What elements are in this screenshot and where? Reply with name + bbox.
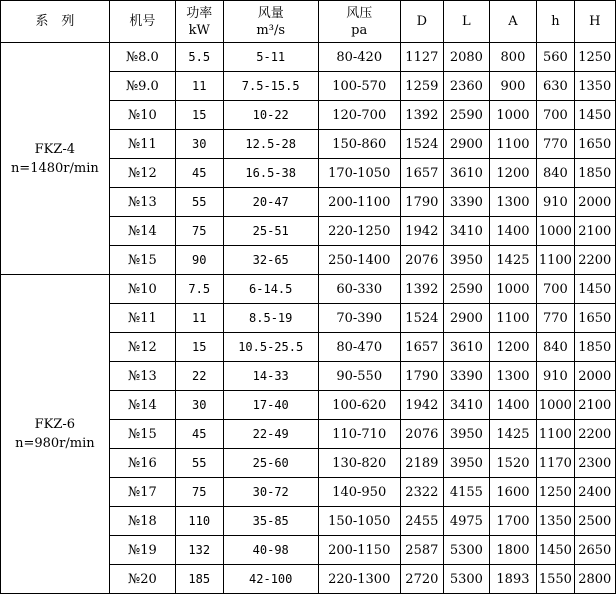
cell-h-lower: 700	[537, 101, 574, 130]
series-cell	[1, 275, 110, 594]
cell-d: 1657	[400, 159, 443, 188]
cell-flow: 17-40	[223, 391, 318, 420]
cell-a: 800	[489, 43, 537, 72]
cell-flow: 25-60	[223, 449, 318, 478]
table-body	[1, 43, 616, 594]
cell-d: 1657	[400, 333, 443, 362]
cell-d: 2455	[400, 507, 443, 536]
table-row	[1, 43, 616, 72]
cell-h-upper: 1450	[574, 275, 615, 304]
cell-a: 1520	[489, 449, 537, 478]
cell-power: 11	[175, 304, 223, 333]
cell-pressure: 170-1050	[318, 159, 400, 188]
header-h-upper: H	[574, 1, 615, 43]
cell-h-upper: 2200	[574, 246, 615, 275]
cell-l: 2080	[444, 43, 490, 72]
cell-model: №15	[109, 246, 175, 275]
cell-pressure: 100-570	[318, 72, 400, 101]
cell-flow: 42-100	[223, 565, 318, 594]
cell-pressure: 70-390	[318, 304, 400, 333]
cell-model: №11	[109, 304, 175, 333]
cell-l: 2900	[444, 130, 490, 159]
header-h-lower: h	[537, 1, 574, 43]
cell-h-upper: 2400	[574, 478, 615, 507]
cell-h-upper: 1350	[574, 72, 615, 101]
cell-power: 15	[175, 333, 223, 362]
cell-flow: 16.5-38	[223, 159, 318, 188]
cell-power: 30	[175, 130, 223, 159]
cell-flow: 7.5-15.5	[223, 72, 318, 101]
header-series: 系 列	[1, 1, 110, 43]
cell-model: №15	[109, 420, 175, 449]
cell-d: 2720	[400, 565, 443, 594]
cell-h-upper: 2000	[574, 362, 615, 391]
cell-l: 3610	[444, 159, 490, 188]
header-flow-unit: m³/s	[256, 22, 285, 38]
cell-h-lower: 1100	[537, 246, 574, 275]
cell-model: №13	[109, 362, 175, 391]
cell-flow: 8.5-19	[223, 304, 318, 333]
cell-power: 22	[175, 362, 223, 391]
cell-d: 2322	[400, 478, 443, 507]
cell-flow: 6-14.5	[223, 275, 318, 304]
cell-power: 185	[175, 565, 223, 594]
cell-l: 3610	[444, 333, 490, 362]
cell-h-upper: 2100	[574, 217, 615, 246]
header-pressure-unit: pa	[351, 22, 368, 38]
cell-power: 45	[175, 420, 223, 449]
cell-flow: 10.5-25.5	[223, 333, 318, 362]
header-power	[175, 1, 223, 43]
series-speed: n=1480r/min	[10, 160, 99, 176]
cell-d: 1790	[400, 362, 443, 391]
cell-power: 5.5	[175, 43, 223, 72]
series-speed: n=980r/min	[15, 436, 95, 451]
cell-h-upper: 2650	[574, 536, 615, 565]
cell-flow: 40-98	[223, 536, 318, 565]
cell-h-lower: 840	[537, 159, 574, 188]
table-row	[1, 275, 616, 304]
cell-pressure: 250-1400	[318, 246, 400, 275]
cell-a: 1425	[489, 420, 537, 449]
cell-pressure: 60-330	[318, 275, 400, 304]
cell-h-lower: 1000	[537, 391, 574, 420]
header-row	[1, 1, 616, 43]
header-l: L	[444, 1, 490, 43]
cell-h-upper: 2200	[574, 420, 615, 449]
cell-pressure: 100-620	[318, 391, 400, 420]
cell-h-upper: 2500	[574, 507, 615, 536]
cell-pressure: 80-470	[318, 333, 400, 362]
cell-pressure: 110-710	[318, 420, 400, 449]
cell-pressure: 90-550	[318, 362, 400, 391]
cell-h-lower: 1250	[537, 478, 574, 507]
cell-l: 3390	[444, 188, 490, 217]
cell-flow: 14-33	[223, 362, 318, 391]
cell-l: 2590	[444, 101, 490, 130]
cell-flow: 32-65	[223, 246, 318, 275]
cell-l: 2900	[444, 304, 490, 333]
cell-h-lower: 1100	[537, 420, 574, 449]
cell-a: 1300	[489, 362, 537, 391]
series-name: FKZ-4	[34, 141, 76, 157]
cell-d: 1790	[400, 188, 443, 217]
cell-h-lower: 1000	[537, 217, 574, 246]
cell-a: 1400	[489, 217, 537, 246]
cell-d: 1392	[400, 275, 443, 304]
cell-pressure: 150-1050	[318, 507, 400, 536]
cell-l: 3950	[444, 420, 490, 449]
cell-l: 3410	[444, 217, 490, 246]
header-pressure-label: 风压	[346, 5, 373, 21]
cell-pressure: 140-950	[318, 478, 400, 507]
cell-d: 2189	[400, 449, 443, 478]
cell-power: 75	[175, 478, 223, 507]
cell-h-lower: 1550	[537, 565, 574, 594]
cell-l: 4155	[444, 478, 490, 507]
cell-a: 1300	[489, 188, 537, 217]
cell-h-lower: 910	[537, 362, 574, 391]
cell-l: 2360	[444, 72, 490, 101]
cell-model: №16	[109, 449, 175, 478]
cell-l: 3950	[444, 246, 490, 275]
cell-pressure: 200-1150	[318, 536, 400, 565]
cell-model: №10	[109, 101, 175, 130]
cell-a: 1100	[489, 130, 537, 159]
cell-a: 1893	[489, 565, 537, 594]
cell-l: 2590	[444, 275, 490, 304]
header-a: A	[489, 1, 537, 43]
cell-d: 1524	[400, 130, 443, 159]
header-pressure	[318, 1, 400, 43]
cell-flow: 35-85	[223, 507, 318, 536]
header-power-label: 功率	[186, 5, 213, 21]
cell-h-upper: 1850	[574, 159, 615, 188]
cell-model: №13	[109, 188, 175, 217]
cell-pressure: 220-1300	[318, 565, 400, 594]
cell-l: 4975	[444, 507, 490, 536]
cell-model: №18	[109, 507, 175, 536]
cell-h-upper: 1450	[574, 101, 615, 130]
cell-h-lower: 1350	[537, 507, 574, 536]
cell-pressure: 220-1250	[318, 217, 400, 246]
cell-flow: 25-51	[223, 217, 318, 246]
cell-model: №11	[109, 130, 175, 159]
cell-power: 15	[175, 101, 223, 130]
cell-flow: 20-47	[223, 188, 318, 217]
header-d: D	[400, 1, 443, 43]
cell-h-upper: 2000	[574, 188, 615, 217]
cell-model: №8.0	[109, 43, 175, 72]
cell-l: 3950	[444, 449, 490, 478]
cell-power: 75	[175, 217, 223, 246]
cell-model: №14	[109, 391, 175, 420]
cell-model: №10	[109, 275, 175, 304]
cell-l: 3410	[444, 391, 490, 420]
cell-h-upper: 2300	[574, 449, 615, 478]
header-flow	[223, 1, 318, 43]
cell-a: 1800	[489, 536, 537, 565]
cell-h-lower: 1450	[537, 536, 574, 565]
cell-h-lower: 700	[537, 275, 574, 304]
cell-pressure: 130-820	[318, 449, 400, 478]
cell-pressure: 150-860	[318, 130, 400, 159]
cell-model: №19	[109, 536, 175, 565]
cell-h-upper: 1850	[574, 333, 615, 362]
cell-h-lower: 910	[537, 188, 574, 217]
cell-d: 2076	[400, 246, 443, 275]
cell-d: 2587	[400, 536, 443, 565]
cell-d: 1127	[400, 43, 443, 72]
cell-h-upper: 1650	[574, 304, 615, 333]
cell-a: 1425	[489, 246, 537, 275]
cell-h-upper: 2100	[574, 391, 615, 420]
header-model: 机号	[109, 1, 175, 43]
cell-flow: 30-72	[223, 478, 318, 507]
cell-a: 1100	[489, 304, 537, 333]
cell-d: 2076	[400, 420, 443, 449]
cell-a: 1700	[489, 507, 537, 536]
cell-model: №12	[109, 159, 175, 188]
series-name: FKZ-6	[34, 417, 76, 432]
cell-h-lower: 1170	[537, 449, 574, 478]
cell-power: 132	[175, 536, 223, 565]
cell-a: 900	[489, 72, 537, 101]
cell-a: 1000	[489, 275, 537, 304]
header-power-unit: kW	[188, 22, 210, 38]
cell-a: 1200	[489, 333, 537, 362]
cell-h-lower: 560	[537, 43, 574, 72]
cell-a: 1200	[489, 159, 537, 188]
cell-flow: 5-11	[223, 43, 318, 72]
cell-l: 3390	[444, 362, 490, 391]
cell-model: №12	[109, 333, 175, 362]
cell-h-upper: 2800	[574, 565, 615, 594]
cell-flow: 10-22	[223, 101, 318, 130]
cell-d: 1942	[400, 391, 443, 420]
cell-pressure: 120-700	[318, 101, 400, 130]
header-flow-label: 风量	[257, 5, 284, 21]
cell-power: 30	[175, 391, 223, 420]
cell-flow: 22-49	[223, 420, 318, 449]
cell-pressure: 200-1100	[318, 188, 400, 217]
cell-h-upper: 1250	[574, 43, 615, 72]
cell-power: 7.5	[175, 275, 223, 304]
cell-model: №14	[109, 217, 175, 246]
cell-a: 1000	[489, 101, 537, 130]
cell-l: 5300	[444, 536, 490, 565]
cell-d: 1259	[400, 72, 443, 101]
cell-model: №17	[109, 478, 175, 507]
cell-d: 1524	[400, 304, 443, 333]
cell-power: 110	[175, 507, 223, 536]
cell-power: 90	[175, 246, 223, 275]
cell-l: 5300	[444, 565, 490, 594]
cell-model: №20	[109, 565, 175, 594]
series-cell	[1, 43, 110, 275]
cell-pressure: 80-420	[318, 43, 400, 72]
cell-power: 55	[175, 188, 223, 217]
cell-power: 11	[175, 72, 223, 101]
cell-h-lower: 630	[537, 72, 574, 101]
cell-h-lower: 770	[537, 304, 574, 333]
cell-a: 1600	[489, 478, 537, 507]
cell-flow: 12.5-28	[223, 130, 318, 159]
cell-d: 1942	[400, 217, 443, 246]
cell-power: 45	[175, 159, 223, 188]
cell-h-lower: 770	[537, 130, 574, 159]
cell-a: 1400	[489, 391, 537, 420]
cell-h-lower: 840	[537, 333, 574, 362]
cell-h-upper: 1650	[574, 130, 615, 159]
cell-d: 1392	[400, 101, 443, 130]
cell-model: №9.0	[109, 72, 175, 101]
cell-power: 55	[175, 449, 223, 478]
